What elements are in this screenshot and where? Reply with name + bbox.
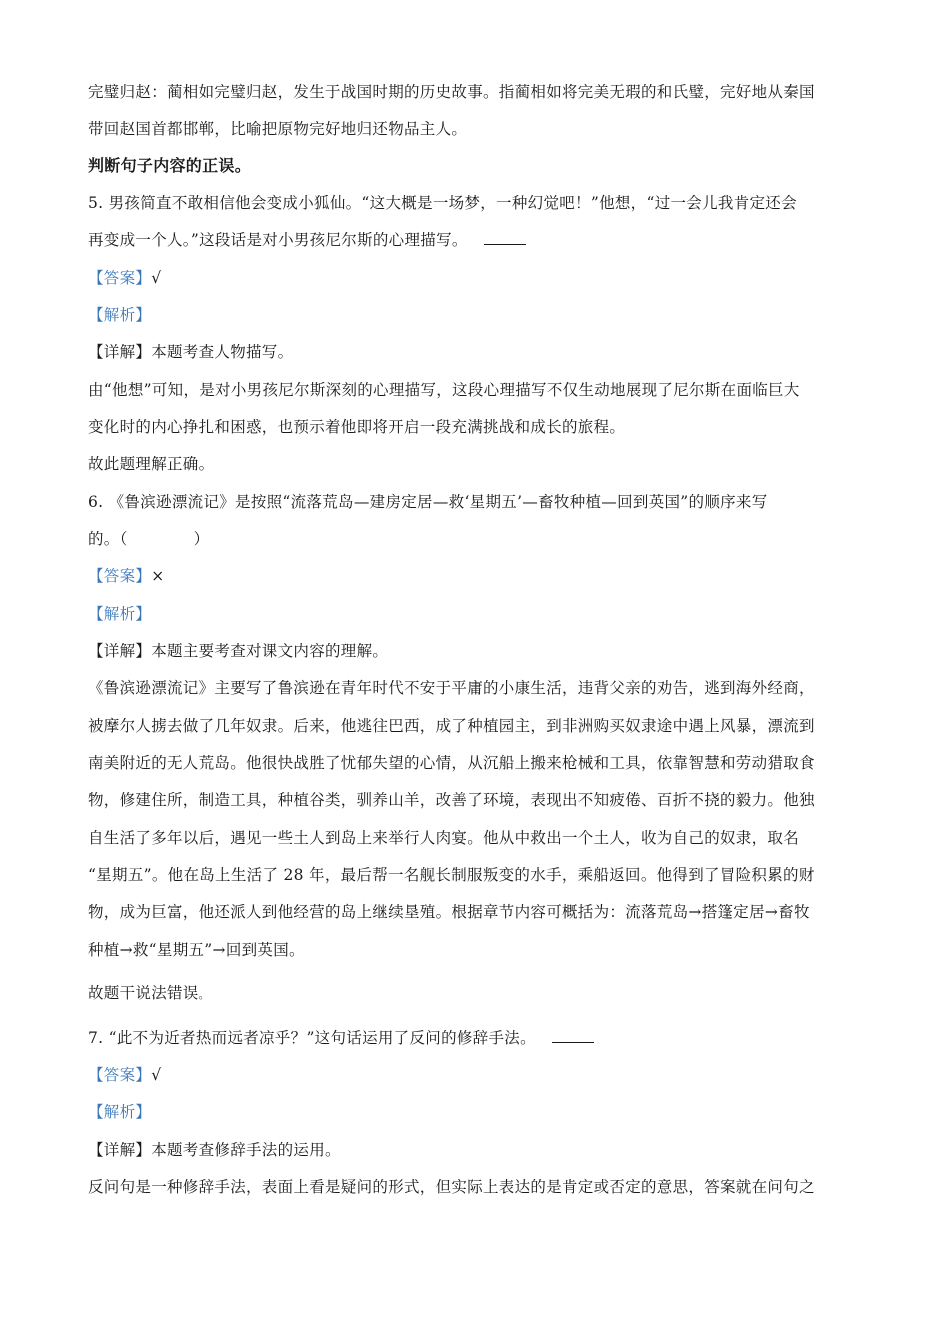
q6-answer-label: 【答案】: [88, 567, 152, 585]
q6-paren-open: 的。（: [88, 530, 128, 548]
q7-detail-text: 本题考查修辞手法的运用。: [151, 1141, 341, 1159]
q6-explanation-line-5: 自生活了多年以后，遇见一些土人到岛上来举行人肉宴。他从中救出一个土人，收为自己的奴隶，取名: [88, 829, 800, 847]
q6-conclusion-text: 故题干说法错误: [88, 984, 199, 1002]
intro-line-2: 带回赵国首都邯郸，比喻把原物完好地归还物品主人。: [88, 120, 468, 138]
q5-detail-text: 本题考查人物描写。: [151, 343, 294, 361]
q7-answer-blank: [552, 1028, 594, 1043]
q5-analysis-label: 【解析】: [88, 306, 152, 324]
q6-answer: [88, 566, 165, 586]
q5-answer-label: 【答案】: [88, 269, 152, 287]
q5-text-line-2: [88, 230, 526, 250]
q6-detail: [88, 641, 388, 661]
q5-answer-mark: √: [151, 269, 162, 287]
q5-text-line-1: 5. 男孩简直不敢相信他会变成小狐仙。“这大概是一场梦，一种幻觉吧！”他想，“过一会儿我肯定还会: [88, 194, 797, 212]
q5-detail-label: 【详解】: [88, 343, 152, 361]
q6-text-line-2: [88, 529, 209, 549]
q7-explanation-line-1: 反问句是一种修辞手法，表面上看是疑问的形式，但实际上表达的是肯定或否定的意思，答案就在问句之: [88, 1178, 815, 1196]
q6-explanation-line-6: “星期五”。他在岛上生活了 28 年，最后帮一名舰长制服叛变的水手，乘船返回。他得到了冒险积累的财: [88, 866, 815, 884]
q6-paren-close: ）: [193, 530, 210, 548]
section-title: 判断句子内容的正误。: [88, 156, 252, 175]
q7-analysis-label: 【解析】: [88, 1103, 152, 1121]
q6-conclusion: [88, 983, 210, 1005]
q6-explanation-line-1: 《鲁滨逊漂流记》主要写了鲁滨逊在青年时代不安于平庸的小康生活，违背父亲的劝告，逃到海外经商，: [88, 679, 815, 697]
q5-answer: [88, 268, 161, 288]
q7-answer: [88, 1065, 161, 1085]
q6-explanation-line-7: 物，成为巨富，他还派人到他经营的岛上继续垦殖。根据章节内容可概括为：流落荒岛→搭篷定居→畜牧: [88, 903, 810, 921]
q5-conclusion: 故此题理解正确。: [88, 455, 215, 473]
q6-analysis-label: 【解析】: [88, 605, 152, 623]
q7-answer-mark: √: [151, 1066, 162, 1084]
q5-explanation-line-2: 变化时的内心挣扎和困惑，也预示着他即将开启一段充满挑战和成长的旅程。: [88, 418, 626, 436]
q5-explanation-line-1: 由“他想”可知，是对小男孩尼尔斯深刻的心理描写，这段心理描写不仅生动地展现了尼尔斯在面临巨大: [88, 381, 800, 399]
q6-explanation-line-4: 物，修建住所，制造工具，种植谷类，驯养山羊，改善了环境，表现出不知疲倦、百折不挠的毅力。他独: [88, 791, 815, 809]
q5-text-line-2-content: 再变成一个人。”这段话是对小男孩尼尔斯的心理描写。: [88, 231, 468, 249]
intro-line-1: 完璧归赵：蔺相如完璧归赵，发生于战国时期的历史故事。指蔺相如将完美无瑕的和氏璧，完好地从秦国: [88, 83, 815, 101]
q6-text-line-1: 6. 《鲁滨逊漂流记》是按照“流落荒岛—建房定居—救‘星期五’—畜牧种植—回到英国”的顺序来写: [88, 493, 768, 511]
q5-detail: [88, 342, 293, 362]
q5-answer-blank: [484, 230, 526, 245]
q7-text-content: 7. “此不为近者热而远者凉乎？”这句话运用了反问的修辞手法。: [88, 1029, 536, 1047]
q6-explanation-line-2: 被摩尔人掳去做了几年奴隶。后来，他逃往巴西，成了种植园主，到非洲购买奴隶途中遇上风暴，漂流到: [88, 717, 815, 735]
q7-text-line-1: [88, 1028, 594, 1048]
q6-explanation-line-8: 种植→救“星期五”→回到英国。: [88, 941, 305, 959]
q6-detail-label: 【详解】: [88, 642, 152, 660]
q6-detail-text: 本题主要考查对课文内容的理解。: [151, 642, 389, 660]
q6-conclusion-period: 。: [198, 988, 210, 1001]
q6-explanation-line-3: 南美附近的无人荒岛。他很快战胜了忧郁失望的心情，从沉船上搬来枪械和工具，依靠智慧和劳动猎取食: [88, 754, 815, 772]
q7-detail-label: 【详解】: [88, 1141, 152, 1159]
q6-answer-mark: ×: [151, 567, 165, 585]
q7-answer-label: 【答案】: [88, 1066, 152, 1084]
q7-detail: [88, 1140, 341, 1160]
